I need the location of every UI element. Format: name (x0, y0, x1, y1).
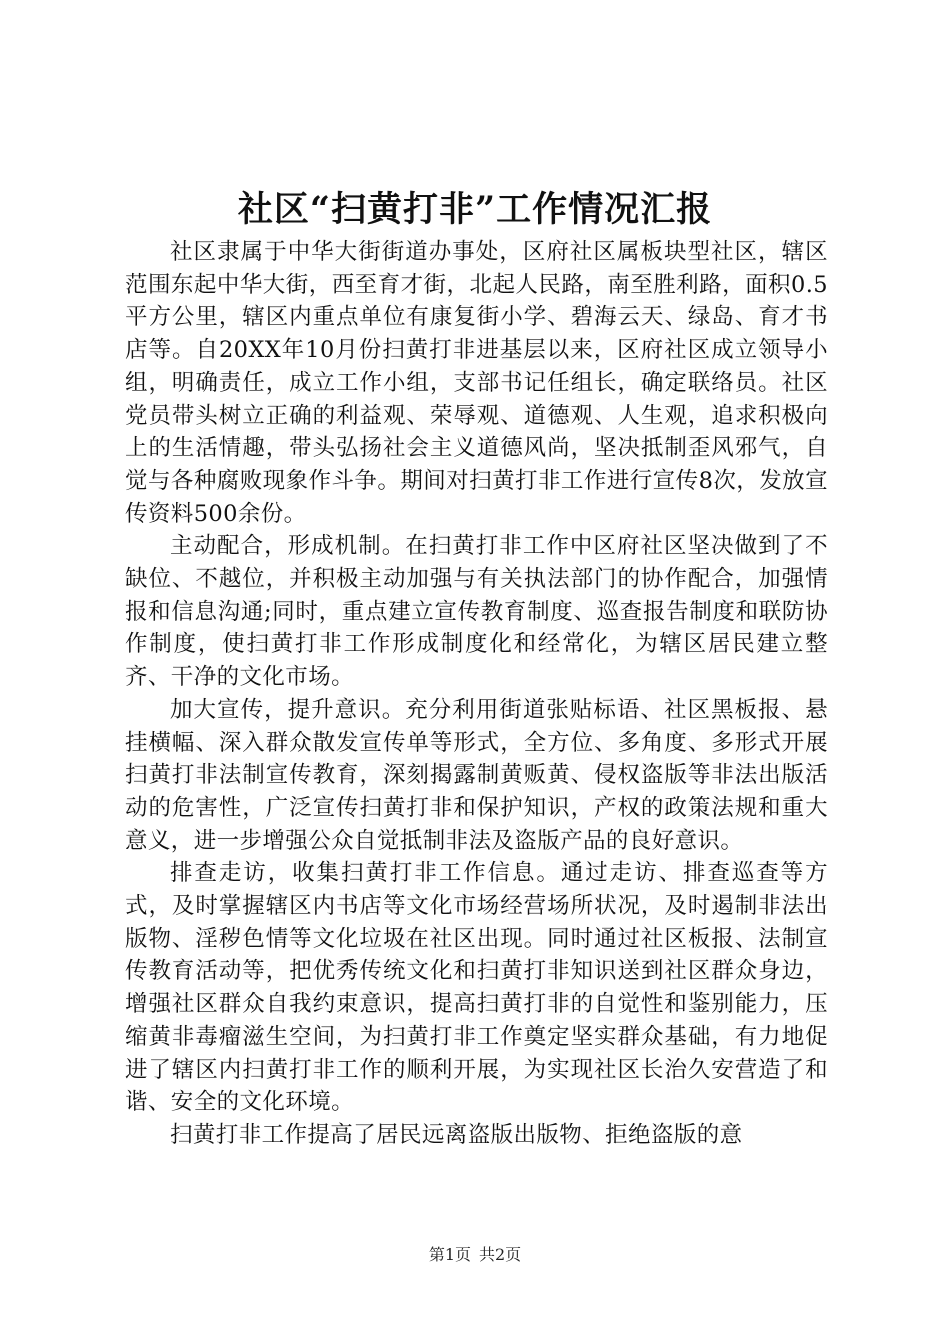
page-number-current: 第1页 (428, 1245, 471, 1264)
paragraph-publicity: 加大宣传，提升意识。充分利用街道张贴标语、社区黑板报、悬挂横幅、深入群众散发宣传单等形式，全方位、多角度、多形式开展扫黄打非法制宣传教育，深刻揭露制黄贩黄、侵权盗版等非法出版活动的危害性，广泛宣传扫黄打非和保护知识，产权的政策法规和重大意义，进一步增强公众自觉抵制非法及盗版产品的良好意识。 (125, 696, 828, 854)
paragraph-conclusion: 扫黄打非工作提高了居民远离盗版出版物、拒绝盗版的意 (170, 1121, 743, 1148)
document-body (125, 236, 828, 1152)
page-number-total: 共2页 (479, 1245, 522, 1264)
paragraph-intro: 社区隶属于中华大街街道办事处，区府社区属板块型社区，辖区范围东起中华大街，西至育才街，北起人民路，南至胜利路，面积0.5平方公里，辖区内重点单位有康复街小学、碧海云天、绿岛、育才书店等。自20XX年10月份扫黄打非进基层以来，区府社区成立领导小组，明确责任，成立工作小组，支部书记任组长，确定联络员。社区党员带头树立正确的利益观、荣辱观、道德观、人生观，追求积极向上的生活情趣，带头弘扬社会主义道德风尚，坚决抵制歪风邪气，自觉与各种腐败现象作斗争。期间对扫黄打非工作进行宣传8次，发放宣传资料500余份。 (125, 239, 828, 527)
paragraph-inspection: 排查走访，收集扫黄打非工作信息。通过走访、排查巡查等方式，及时掌握辖区内书店等文化市场经营场所状况，及时遏制非法出版物、淫秽色情等文化垃圾在社区出现。同时通过社区板报、法制宣传教育活动等，把优秀传统文化和扫黄打非知识送到社区群众身边，增强社区群众自我约束意识，提高扫黄打非的自觉性和鉴别能力，压缩黄非毒瘤滋生空间，为扫黄打非工作奠定坚实群众基础，有力地促进了辖区内扫黄打非工作的顺利开展，为实现社区长治久安营造了和谐、安全的文化环境。 (125, 860, 828, 1116)
document-title: 社区“扫黄打非”工作情况汇报 (237, 189, 713, 230)
paragraph-mechanism: 主动配合，形成机制。在扫黄打非工作中区府社区坚决做到了不缺位、不越位，并积极主动加强与有关执法部门的协作配合，加强情报和信息沟通;同时，重点建立宣传教育制度、巡查报告制度和联防协作制度，使扫黄打非工作形成制度化和经常化，为辖区居民建立整齐、干净的文化市场。 (125, 533, 828, 691)
page-footer (0, 1244, 950, 1266)
